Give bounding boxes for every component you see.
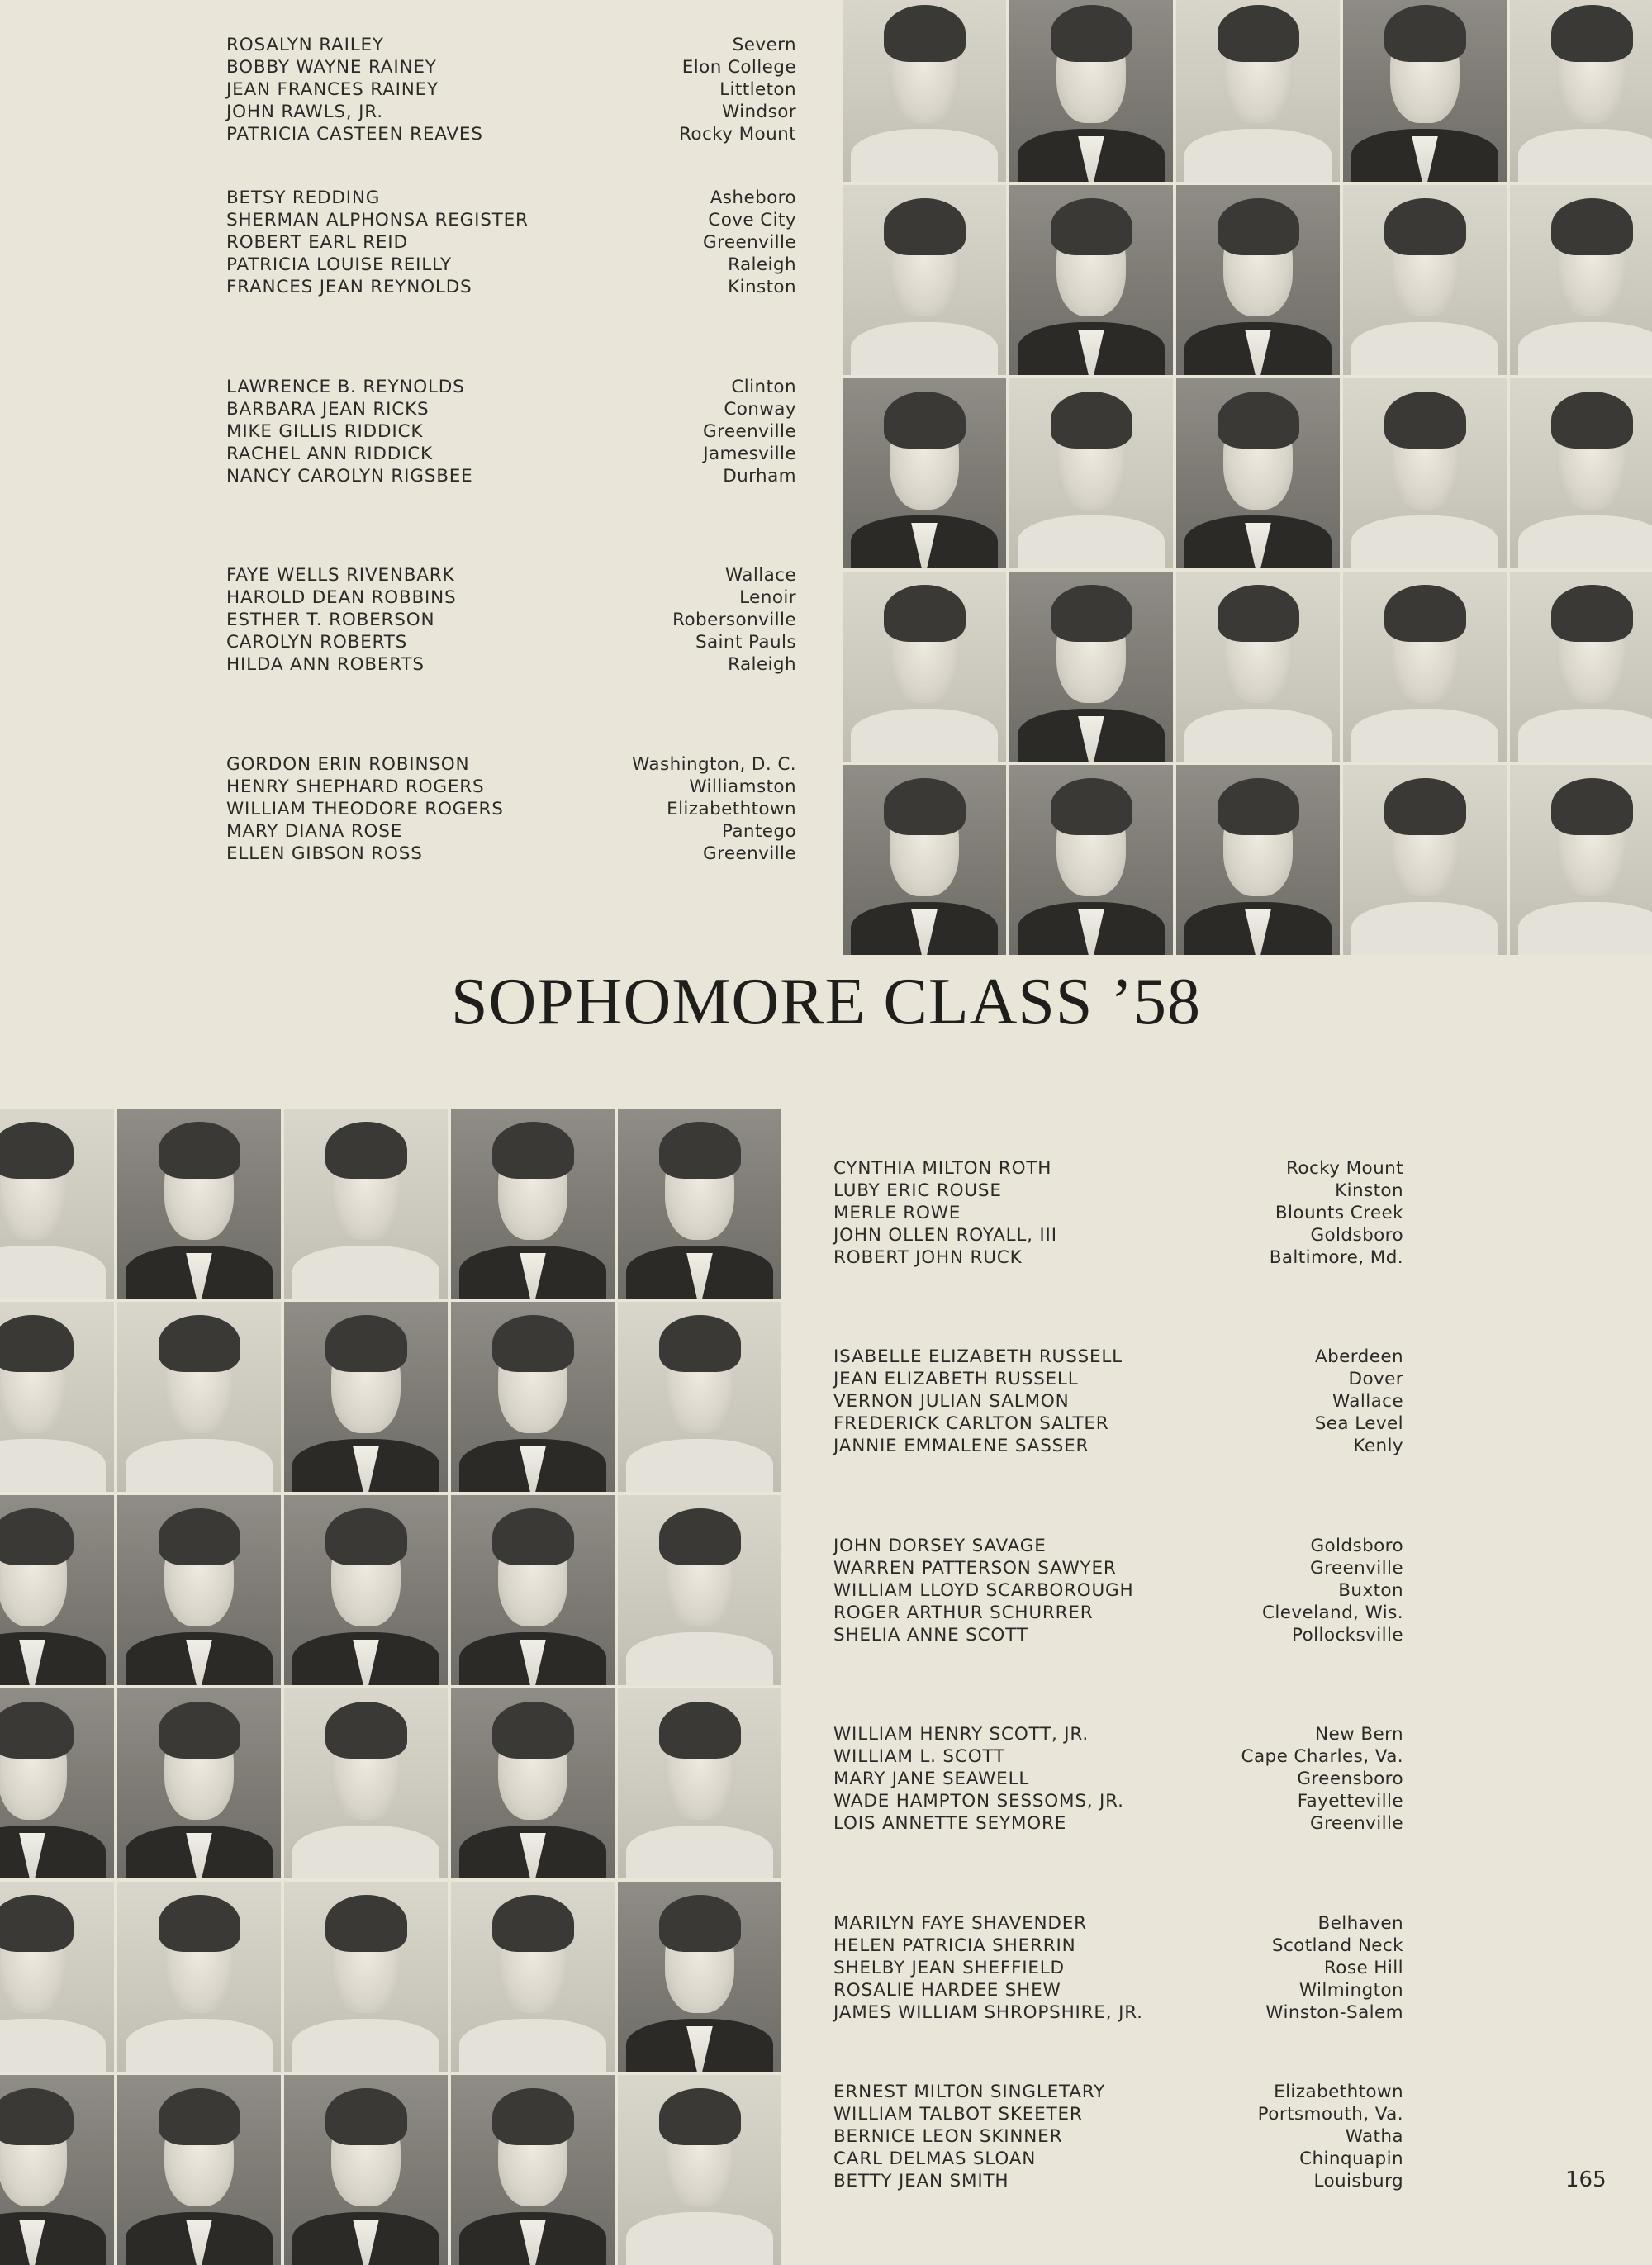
student-row: [226, 376, 796, 398]
student-portrait: [451, 1302, 615, 1492]
student-name: BARBARA JEAN RICKS: [226, 399, 430, 420]
student-hometown: Elizabethtown: [1274, 2082, 1403, 2102]
student-name: WILLIAM HENRY SCOTT, JR.: [833, 1724, 1089, 1745]
student-hometown: Greenville: [703, 421, 796, 442]
student-name: JEAN FRANCES RAINEY: [226, 79, 439, 100]
student-name: SHELIA ANNE SCOTT: [833, 1625, 1028, 1645]
student-name: ELLEN GIBSON ROSS: [226, 843, 423, 864]
student-hometown: Scotland Neck: [1271, 1935, 1403, 1956]
student-row: [226, 609, 796, 631]
student-portrait: [0, 1109, 114, 1299]
student-portrait: [843, 765, 1006, 955]
student-name: ERNEST MILTON SINGLETARY: [833, 2082, 1106, 2102]
student-row: [226, 78, 796, 101]
name-group: [833, 1157, 1403, 1269]
student-portrait: [451, 1882, 615, 2072]
student-hometown: Greenville: [703, 232, 796, 253]
student-portrait: [0, 1495, 114, 1685]
student-hometown: Cleveland, Wis.: [1261, 1603, 1403, 1623]
student-portrait: [0, 1302, 114, 1492]
student-name: FRANCES JEAN REYNOLDS: [226, 277, 472, 297]
student-hometown: Cove City: [708, 210, 796, 230]
student-name: NANCY CAROLYN RIGSBEE: [226, 466, 473, 487]
student-hometown: Littleton: [719, 79, 796, 100]
student-portrait: [1510, 185, 1652, 375]
student-hometown: Rose Hill: [1323, 1958, 1403, 1978]
student-hometown: Wallace: [1332, 1391, 1403, 1412]
student-hometown: Robersonville: [672, 610, 796, 630]
student-row: [833, 1246, 1403, 1269]
student-row: [833, 2001, 1403, 2024]
student-row: [226, 101, 796, 123]
student-row: [226, 843, 796, 865]
page-number: 165: [1565, 2168, 1607, 2192]
student-row: [833, 1157, 1403, 1180]
student-row: [833, 1557, 1403, 1579]
student-portrait: [284, 1495, 448, 1685]
student-row: [833, 2125, 1403, 2148]
student-portrait: [1176, 765, 1340, 955]
student-row: [226, 653, 796, 676]
student-portrait: [843, 378, 1006, 568]
student-name: ROSALIE HARDEE SHEW: [833, 1980, 1061, 2001]
student-name: SHELBY JEAN SHEFFIELD: [833, 1958, 1065, 1978]
student-hometown: Sea Level: [1314, 1413, 1403, 1434]
student-name: JAMES WILLIAM SHROPSHIRE, JR.: [833, 2002, 1143, 2023]
student-row: [833, 1224, 1403, 1246]
student-portrait: [1510, 378, 1652, 568]
student-name: BOBBY WAYNE RAINEY: [226, 57, 437, 78]
student-row: [226, 631, 796, 653]
student-hometown: Williamston: [689, 776, 796, 797]
student-name: PATRICIA CASTEEN REAVES: [226, 124, 483, 145]
student-name: SHERMAN ALPHONSA REGISTER: [226, 210, 529, 230]
student-hometown: Aberdeen: [1315, 1346, 1403, 1367]
student-name: LUBY ERIC ROUSE: [833, 1180, 1002, 1201]
student-row: [833, 1812, 1403, 1835]
student-row: [833, 1413, 1403, 1435]
student-name: HAROLD DEAN ROBBINS: [226, 587, 457, 608]
student-portrait: [1343, 572, 1507, 762]
student-row: [833, 2103, 1403, 2125]
student-row: [226, 34, 796, 56]
student-row: [226, 564, 796, 586]
student-portrait: [1009, 765, 1173, 955]
student-hometown: Durham: [723, 466, 796, 487]
name-group: [833, 1346, 1403, 1457]
student-name: WILLIAM THEODORE ROGERS: [226, 799, 504, 819]
name-group: [226, 376, 796, 487]
student-hometown: Kinston: [1335, 1180, 1403, 1201]
student-portrait: [284, 1688, 448, 1878]
student-hometown: Lenoir: [739, 587, 796, 608]
student-portrait: [117, 1302, 281, 1492]
student-row: [833, 1912, 1403, 1935]
student-portrait: [284, 2075, 448, 2265]
student-row: [833, 1368, 1403, 1390]
student-name: RACHEL ANN RIDDICK: [226, 444, 433, 464]
student-name: MARY DIANA ROSE: [226, 821, 403, 842]
student-hometown: Pollocksville: [1292, 1625, 1403, 1645]
student-name: MARILYN FAYE SHAVENDER: [833, 1913, 1087, 1934]
student-portrait: [1343, 185, 1507, 375]
student-hometown: Severn: [732, 35, 796, 55]
student-hometown: Raleigh: [728, 654, 796, 675]
top-photo-grid: [843, 0, 1652, 955]
name-group: [226, 187, 796, 298]
student-hometown: Portsmouth, Va.: [1257, 2104, 1403, 2125]
student-hometown: Goldsboro: [1310, 1225, 1403, 1246]
student-portrait: [1009, 378, 1173, 568]
student-hometown: Dover: [1348, 1369, 1403, 1389]
student-name: WILLIAM TALBOT SKEETER: [833, 2104, 1083, 2125]
student-hometown: Kenly: [1353, 1436, 1403, 1456]
student-row: [226, 254, 796, 276]
name-group: [226, 564, 796, 676]
student-name: JOHN DORSEY SAVAGE: [833, 1536, 1047, 1556]
name-group: [226, 34, 796, 145]
student-hometown: Pantego: [721, 821, 796, 842]
student-row: [833, 1790, 1403, 1812]
student-name: ROGER ARTHUR SCHURRER: [833, 1603, 1094, 1623]
student-row: [226, 209, 796, 231]
student-name: WADE HAMPTON SESSOMS, JR.: [833, 1791, 1124, 1812]
student-portrait: [451, 1109, 615, 1299]
student-portrait: [117, 1688, 281, 1878]
student-name: WILLIAM LLOYD SCARBOROUGH: [833, 1580, 1134, 1601]
student-portrait: [0, 2075, 114, 2265]
student-portrait: [1343, 0, 1507, 182]
student-name: JEAN ELIZABETH RUSSELL: [833, 1369, 1079, 1389]
student-portrait: [618, 1688, 781, 1878]
student-hometown: Fayetteville: [1297, 1791, 1403, 1812]
student-row: [226, 753, 796, 776]
student-portrait: [1009, 572, 1173, 762]
student-name: MERLE ROWE: [833, 1203, 961, 1223]
student-hometown: Asheboro: [710, 188, 796, 208]
student-portrait: [618, 1109, 781, 1299]
student-portrait: [117, 1109, 281, 1299]
student-name: HENRY SHEPHARD ROGERS: [226, 776, 485, 797]
student-row: [226, 820, 796, 843]
student-name: LAWRENCE B. REYNOLDS: [226, 377, 465, 397]
student-row: [833, 1723, 1403, 1745]
student-name: MIKE GILLIS RIDDICK: [226, 421, 424, 442]
student-portrait: [843, 0, 1006, 182]
student-row: [833, 1602, 1403, 1624]
student-name: FAYE WELLS RIVENBARK: [226, 565, 455, 586]
student-hometown: Chinquapin: [1299, 2149, 1403, 2169]
student-row: [226, 123, 796, 145]
student-row: [226, 56, 796, 78]
student-portrait: [0, 1688, 114, 1878]
student-portrait: [117, 1495, 281, 1685]
student-name: ROSALYN RAILEY: [226, 35, 384, 55]
student-portrait: [1176, 185, 1340, 375]
student-row: [833, 2170, 1403, 2192]
student-hometown: Greenville: [1310, 1813, 1403, 1834]
student-hometown: Louisburg: [1313, 2171, 1403, 2191]
student-row: [226, 276, 796, 298]
student-row: [833, 1202, 1403, 1224]
student-portrait: [117, 1882, 281, 2072]
student-portrait: [1343, 378, 1507, 568]
student-hometown: Elizabethtown: [667, 799, 796, 819]
student-hometown: Windsor: [721, 102, 796, 122]
student-row: [833, 1624, 1403, 1646]
student-row: [226, 398, 796, 420]
student-portrait: [451, 1688, 615, 1878]
student-name: ROBERT JOHN RUCK: [833, 1247, 1023, 1268]
student-name: BETSY REDDING: [226, 188, 381, 208]
student-row: [226, 776, 796, 798]
student-portrait: [451, 1495, 615, 1685]
name-group: [226, 753, 796, 865]
student-name: WARREN PATTERSON SAWYER: [833, 1558, 1117, 1579]
student-row: [226, 465, 796, 487]
student-name: ESTHER T. ROBERSON: [226, 610, 435, 630]
student-row: [226, 798, 796, 820]
student-row: [833, 1935, 1403, 1957]
student-portrait: [451, 2075, 615, 2265]
student-portrait: [1343, 765, 1507, 955]
student-hometown: Raleigh: [728, 254, 796, 275]
student-name: FREDERICK CARLTON SALTER: [833, 1413, 1109, 1434]
student-portrait: [284, 1109, 448, 1299]
student-name: VERNON JULIAN SALMON: [833, 1391, 1070, 1412]
student-row: [833, 2081, 1403, 2103]
student-hometown: Conway: [724, 399, 796, 420]
student-row: [833, 1390, 1403, 1413]
student-name: HILDA ANN ROBERTS: [226, 654, 425, 675]
student-hometown: Washington, D. C.: [632, 754, 796, 775]
student-portrait: [1009, 0, 1173, 182]
student-row: [226, 231, 796, 254]
student-hometown: Wilmington: [1298, 1980, 1403, 2001]
student-portrait: [284, 1302, 448, 1492]
student-row: [226, 420, 796, 443]
student-name: BETTY JEAN SMITH: [833, 2171, 1009, 2191]
student-row: [226, 586, 796, 609]
name-group: [833, 1723, 1403, 1835]
student-name: CAROLYN ROBERTS: [226, 632, 408, 653]
student-portrait: [1510, 765, 1652, 955]
student-portrait: [843, 572, 1006, 762]
student-row: [833, 1579, 1403, 1602]
student-name: BERNICE LEON SKINNER: [833, 2126, 1063, 2147]
student-portrait: [0, 1882, 114, 2072]
student-portrait: [1510, 0, 1652, 182]
student-hometown: Saint Pauls: [695, 632, 796, 653]
student-row: [833, 1180, 1403, 1202]
name-group: [833, 2081, 1403, 2192]
student-hometown: Greenville: [703, 843, 796, 864]
student-hometown: Clinton: [731, 377, 796, 397]
student-hometown: Greensboro: [1297, 1769, 1403, 1789]
student-row: [833, 2148, 1403, 2170]
student-hometown: Blounts Creek: [1275, 1203, 1403, 1223]
student-portrait: [618, 1495, 781, 1685]
student-name: PATRICIA LOUISE REILLY: [226, 254, 452, 275]
name-group: [833, 1535, 1403, 1646]
student-portrait: [1510, 572, 1652, 762]
student-hometown: Jamesville: [703, 444, 796, 464]
student-portrait: [618, 1302, 781, 1492]
student-hometown: Cape Charles, Va.: [1241, 1746, 1403, 1767]
student-name: CARL DELMAS SLOAN: [833, 2149, 1037, 2169]
student-portrait: [618, 1882, 781, 2072]
student-name: JOHN OLLEN ROYALL, III: [833, 1225, 1057, 1246]
student-hometown: Belhaven: [1317, 1913, 1403, 1934]
student-row: [833, 1346, 1403, 1368]
student-row: [833, 1768, 1403, 1790]
student-portrait: [284, 1882, 448, 2072]
student-name: GORDON ERIN ROBINSON: [226, 754, 470, 775]
student-portrait: [618, 2075, 781, 2265]
bottom-photo-grid: [0, 1109, 781, 2265]
student-name: JANNIE EMMALENE SASSER: [833, 1436, 1089, 1456]
student-name: HELEN PATRICIA SHERRIN: [833, 1935, 1076, 1956]
student-row: [226, 187, 796, 209]
student-portrait: [117, 2075, 281, 2265]
student-name: LOIS ANNETTE SEYMORE: [833, 1813, 1067, 1834]
student-hometown: Buxton: [1338, 1580, 1403, 1601]
student-hometown: Elon College: [681, 57, 796, 78]
student-row: [833, 1957, 1403, 1979]
student-hometown: Greenville: [1310, 1558, 1403, 1579]
student-portrait: [1176, 0, 1340, 182]
student-name: WILLIAM L. SCOTT: [833, 1746, 1005, 1767]
student-portrait: [1176, 378, 1340, 568]
student-portrait: [843, 185, 1006, 375]
student-hometown: Wallace: [724, 565, 796, 586]
student-name: ISABELLE ELIZABETH RUSSELL: [833, 1346, 1123, 1367]
page-title: SOPHOMORE CLASS ’58: [450, 966, 1202, 1038]
student-name: ROBERT EARL REID: [226, 232, 408, 253]
student-row: [833, 1979, 1403, 2001]
student-row: [833, 1745, 1403, 1768]
student-name: CYNTHIA MILTON ROTH: [833, 1158, 1052, 1179]
student-hometown: Kinston: [728, 277, 796, 297]
name-group: [833, 1912, 1403, 2024]
student-hometown: Watha: [1345, 2126, 1403, 2147]
student-name: JOHN RAWLS, JR.: [226, 102, 383, 122]
student-portrait: [1009, 185, 1173, 375]
student-hometown: New Bern: [1315, 1724, 1403, 1745]
student-hometown: Goldsboro: [1310, 1536, 1403, 1556]
student-hometown: Baltimore, Md.: [1269, 1247, 1403, 1268]
student-row: [226, 443, 796, 465]
student-row: [833, 1435, 1403, 1457]
student-name: MARY JANE SEAWELL: [833, 1769, 1030, 1789]
student-hometown: Rocky Mount: [1286, 1158, 1403, 1179]
student-row: [833, 1535, 1403, 1557]
student-portrait: [1176, 572, 1340, 762]
student-hometown: Winston-Salem: [1265, 2002, 1403, 2023]
student-hometown: Rocky Mount: [679, 124, 796, 145]
